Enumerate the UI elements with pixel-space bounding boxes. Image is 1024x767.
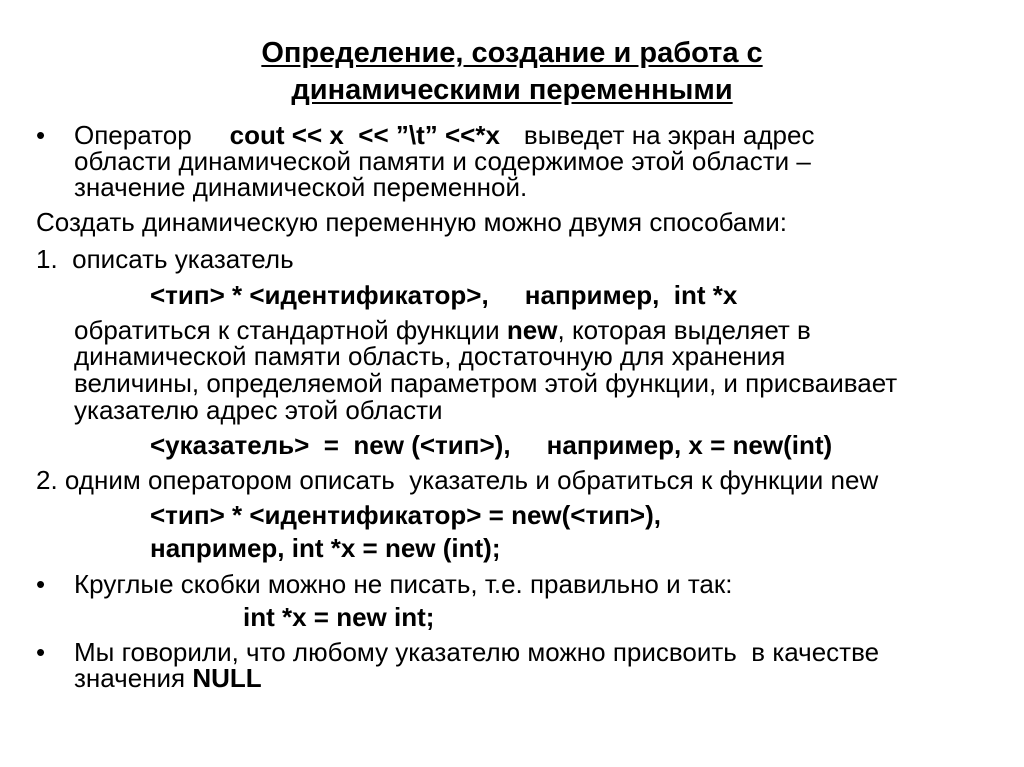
way1-text-line1 bbox=[74, 316, 811, 344]
slide-title-line2: динамическими переменными bbox=[291, 74, 733, 106]
way1-syntax: <тип> * <идентификатор>, например, int *x bbox=[150, 280, 738, 310]
bullet3-line1: Мы говорили, что любому указателю можно присвоить в качестве bbox=[74, 637, 880, 667]
way1-text-after: , которая выделяет в bbox=[557, 315, 811, 345]
bullet3-null: NULL bbox=[192, 663, 262, 693]
way1-text-line2: динамической памяти область, достаточную для хранения bbox=[74, 341, 786, 371]
slide-title-line1: Определение, создание и работа с bbox=[261, 37, 763, 69]
bullet2-text: Круглые скобки можно не писать, т.е. правильно и так: bbox=[74, 569, 733, 599]
bullet-marker: • bbox=[36, 637, 46, 667]
bullet1-line2: области динамической памяти и содержимое этой области – bbox=[74, 146, 811, 176]
way1-text-before: обратиться к стандартной функции bbox=[74, 315, 507, 345]
way1-heading: 1. описать указатель bbox=[36, 244, 294, 274]
bullet1-line3: значение динамической переменной. bbox=[74, 172, 528, 202]
bullet3-line2 bbox=[74, 664, 262, 692]
intro-text: Создать динамическую переменную можно двумя способами: bbox=[36, 207, 788, 237]
way2-syntax: <тип> * <идентификатор> = new(<тип>), bbox=[150, 500, 661, 530]
bullet1-label: Оператор bbox=[74, 120, 192, 150]
way2-heading: 2. одним оператором описать указатель и обратиться к функции new bbox=[36, 465, 879, 495]
bullet2-code: int *x = new int; bbox=[243, 602, 435, 632]
bullet-marker: • bbox=[36, 120, 46, 150]
bullet1-line1 bbox=[74, 121, 814, 149]
bullet1-rest: выведет на экран адрес bbox=[523, 120, 815, 150]
bullet1-code: cout << x << ”\t” <<*x bbox=[229, 120, 500, 150]
way1-text-new: new bbox=[506, 315, 558, 345]
way1-text-line3: величины, определяемой параметром этой функции, и присваивает bbox=[74, 368, 898, 398]
way2-example: например, int *x = new (int); bbox=[150, 533, 501, 563]
bullet-marker: • bbox=[36, 569, 46, 599]
bullet3-line2-text: значения bbox=[74, 663, 193, 693]
way1-syntax2: <указатель> = new (<тип>), например, x = new(int) bbox=[150, 430, 833, 460]
way1-text-line4: указателю адрес этой области bbox=[74, 395, 443, 425]
